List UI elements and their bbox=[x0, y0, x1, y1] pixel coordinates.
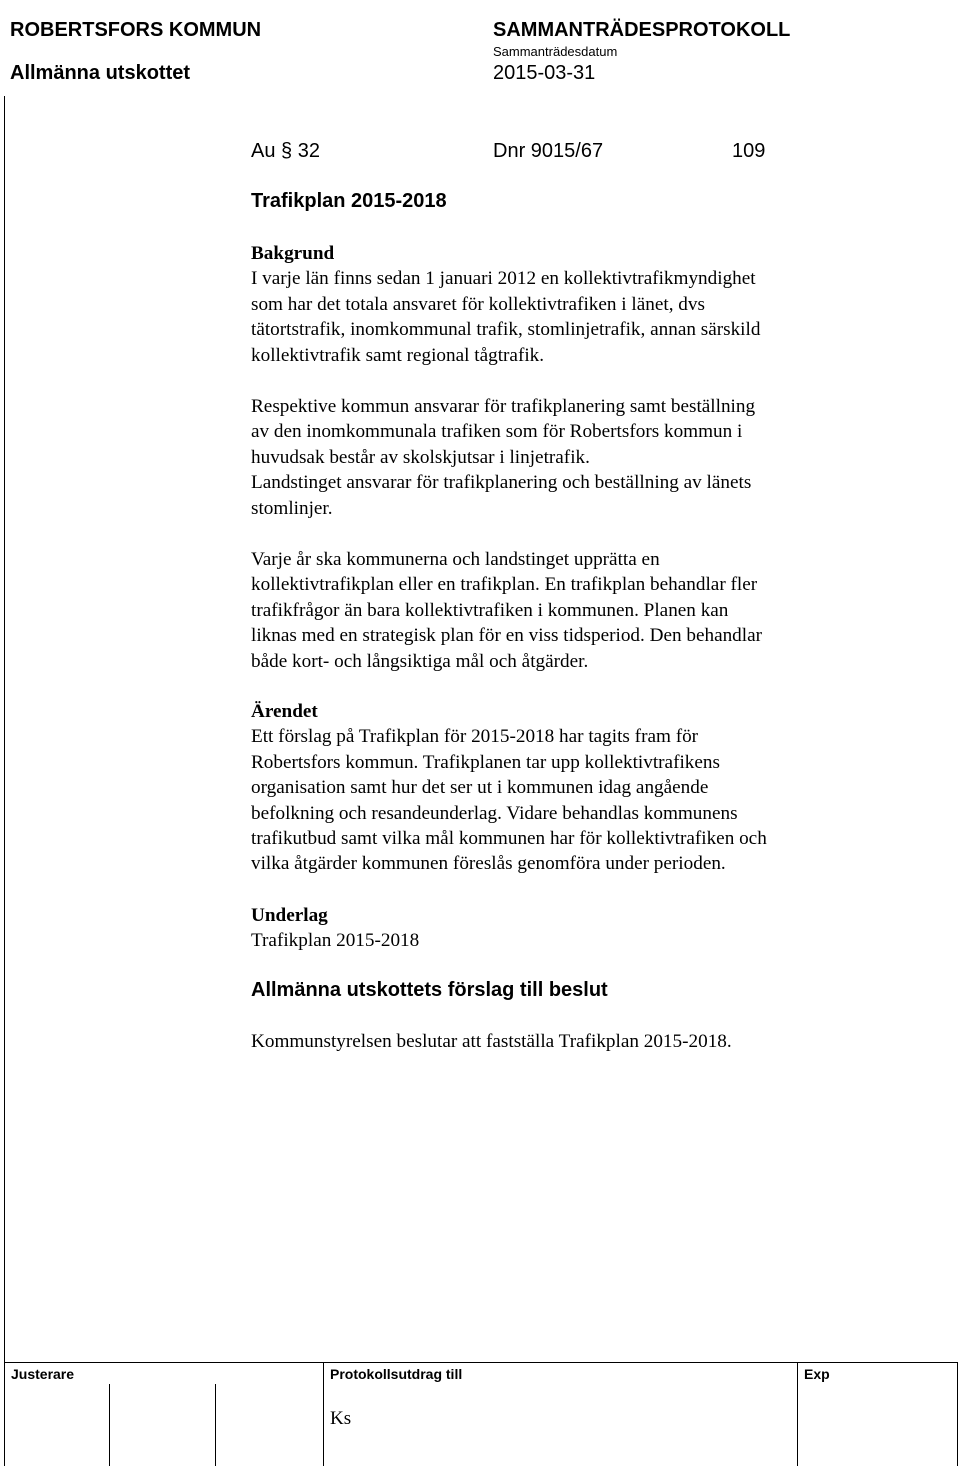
paragraph-line: Varje år ska kommunerna och landstinget upprätta en bbox=[251, 549, 660, 570]
paragraph-line: organisation samt hur det ser ut i kommunen idag angående bbox=[251, 777, 709, 799]
footer-divider-3 bbox=[323, 1362, 324, 1466]
municipality-name: ROBERTSFORS KOMMUN bbox=[10, 19, 262, 41]
paragraph-line: som har det totala ansvaret för kollektivtrafiken i länet, dvs bbox=[251, 293, 705, 315]
paragraph-line: liknas med en strategisk plan för en viss tidsperiod. Den behandlar bbox=[251, 625, 763, 647]
page-number: 109 bbox=[732, 140, 766, 162]
bakgrund-paragraph-2 bbox=[251, 394, 871, 521]
recipient-ks: Ks bbox=[330, 1408, 352, 1429]
footer-top-rule bbox=[4, 1362, 958, 1363]
footer-divider-2 bbox=[215, 1384, 216, 1466]
paragraph-line: av den inomkommunala trafiken som för Robertsfors kommun i bbox=[251, 421, 743, 443]
paragraph-line: Ett förslag på Trafikplan för 2015-2018 har tagits fram för bbox=[251, 726, 699, 748]
paragraph-line: kollektivtrafik samt regional tågtrafik. bbox=[251, 344, 545, 366]
underlag-heading: Underlag bbox=[251, 905, 328, 926]
paragraph-line: trafikfrågor än bara kollektivtrafiken i kommunen. Planen kan bbox=[251, 599, 729, 621]
committee-name: Allmänna utskottet bbox=[10, 62, 191, 84]
exp-label: Exp bbox=[804, 1366, 830, 1382]
proposal-section bbox=[251, 1029, 871, 1054]
paragraph-line: både kort- och långsiktiga mål och åtgärder. bbox=[251, 650, 589, 672]
paragraph-line: Robertsfors kommun. Trafikplanen tar upp kollektivtrafikens bbox=[251, 751, 720, 773]
bakgrund-paragraph-3 bbox=[251, 547, 871, 674]
meeting-date-label: Sammanträdesdatum bbox=[493, 44, 618, 59]
header-left-rule bbox=[4, 96, 5, 1466]
justerare-label: Justerare bbox=[11, 1366, 75, 1382]
paragraph-line: trafikutbud samt vilka mål kommunen har för kollektivtrafiken och bbox=[251, 828, 767, 850]
bakgrund-heading: Bakgrund bbox=[251, 243, 335, 264]
bakgrund-section bbox=[251, 241, 871, 368]
arendet-section bbox=[251, 699, 871, 877]
underlag-section bbox=[251, 903, 871, 954]
meeting-date: 2015-03-31 bbox=[493, 62, 596, 84]
paragraph-line: kollektivtrafikplan eller en trafikplan. En trafikplan behandlar fler bbox=[251, 574, 758, 596]
paragraph-line: I varje län finns sedan 1 januari 2012 en kollektivtrafikmyndighet bbox=[251, 268, 756, 290]
paragraph-line: Landstinget ansvarar för trafikplanering och beställning av länets bbox=[251, 472, 752, 494]
footer-divider-1 bbox=[109, 1384, 110, 1466]
paragraph-number: Au § 32 bbox=[251, 140, 320, 162]
underlag-text: Trafikplan 2015-2018 bbox=[251, 930, 420, 952]
proposal-heading: Allmänna utskottets förslag till beslut bbox=[251, 979, 608, 1001]
paragraph-line: vilka åtgärder kommunen föreslås genomföra under perioden. bbox=[251, 853, 726, 875]
document-type: SAMMANTRÄDESPROTOKOLL bbox=[493, 19, 791, 41]
protokollsutdrag-label: Protokollsutdrag till bbox=[330, 1366, 463, 1382]
paragraph-line: stomlinjer. bbox=[251, 497, 333, 519]
arendet-heading: Ärendet bbox=[251, 701, 318, 722]
paragraph-line: tätortstrafik, inomkommunal trafik, stomlinjetrafik, annan särskild bbox=[251, 319, 761, 341]
proposal-text: Kommunstyrelsen beslutar att fastställa Trafikplan 2015-2018. bbox=[251, 1031, 732, 1052]
paragraph-line: befolkning och resandeunderlag. Vidare behandlas kommunens bbox=[251, 802, 738, 824]
footer-right-rule bbox=[957, 1362, 958, 1466]
paragraph-line: Respektive kommun ansvarar för trafikplanering samt beställning bbox=[251, 396, 756, 417]
paragraph-line: huvudsak består av skolskjutsar i linjetrafik. bbox=[251, 446, 590, 468]
document-title: Trafikplan 2015-2018 bbox=[251, 190, 447, 212]
footer-divider-4 bbox=[797, 1362, 798, 1466]
diary-number: Dnr 9015/67 bbox=[493, 140, 604, 162]
